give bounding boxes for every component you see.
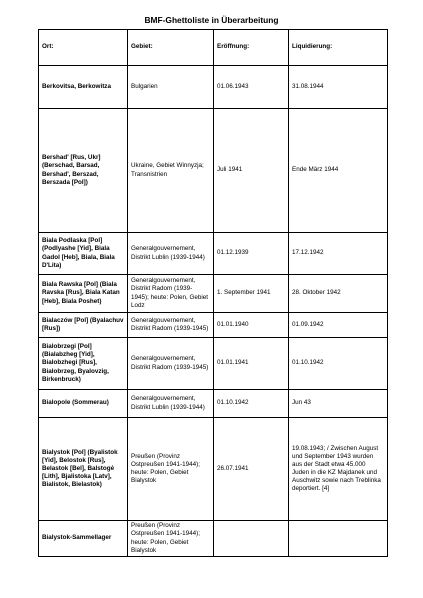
header-ort: Ort: — [39, 30, 128, 66]
eroeffnung-cell: 01.10.1942 — [214, 390, 289, 418]
gebiet-cell: Generalgouvernement, Distrikt Lublin (1939-1944) — [128, 390, 214, 418]
gebiet-cell: Generalgouvernement, Distrikt Radom (1939-1945) — [128, 338, 214, 390]
ort-cell: Bershad' [Rus, Ukr] (Berschad, Barsad, Bershad', Berszad, Berszada [Pol]) — [39, 109, 128, 233]
document-title: BMF-Ghettoliste in Überarbeitung — [144, 15, 279, 25]
liquidierung-cell — [289, 521, 388, 557]
gebiet-cell: Preußen (Provinz Ostpreußen 1941-1944); heute: Polen, Gebiet Bialystok — [128, 418, 214, 521]
liquidierung-cell: 19.08.1943; / Zwischen August und September 1943 wurden aus der Stadt etwa 45.000 Juden in die KZ Majdanek und Auschwitz sowie nach Treblinka deportiert. [4] — [289, 418, 388, 521]
gebiet-cell: Bulgarien — [128, 66, 214, 109]
table-row — [39, 418, 388, 521]
liquidierung-cell: 01.09.1942 — [289, 313, 388, 338]
ort-cell: Bialobrzegi [Pol] (Bialabzheg [Yid], Bialobzhegi [Rus], Bialobrzeg, Byalovzig, Birkenbruck) — [39, 338, 128, 390]
eroeffnung-cell — [214, 521, 289, 557]
ghetto-table — [38, 29, 388, 557]
eroeffnung-cell: 01.01.1940 — [214, 313, 289, 338]
table-row — [39, 66, 388, 109]
liquidierung-cell: Ende März 1944 — [289, 109, 388, 233]
header-liquidierung: Liquidierung: — [289, 30, 388, 66]
table-row — [39, 390, 388, 418]
table-row — [39, 313, 388, 338]
ort-cell: Bialaczów [Pol] (Byalachuv [Rus]) — [39, 313, 128, 338]
eroeffnung-cell: 1. September 1941 — [214, 275, 289, 313]
header-row — [39, 30, 388, 66]
liquidierung-cell: 28. Oktober 1942 — [289, 275, 388, 313]
header-gebiet: Gebiet: — [128, 30, 214, 66]
ort-cell: Berkovitsa, Berkowitza — [39, 66, 128, 109]
eroeffnung-cell: 01.01.1941 — [214, 338, 289, 390]
liquidierung-cell: 17.12.1942 — [289, 233, 388, 275]
liquidierung-cell: 01.10.1942 — [289, 338, 388, 390]
table-row — [39, 233, 388, 275]
gebiet-cell: Generalgouvernement, Distrikt Radom (1939-1945); heute: Polen, Gebiet Lodz — [128, 275, 214, 313]
table-row — [39, 275, 388, 313]
table-row — [39, 338, 388, 390]
table-row — [39, 521, 388, 557]
eroeffnung-cell: 26.07.1941 — [214, 418, 289, 521]
eroeffnung-cell: 01.12.1939 — [214, 233, 289, 275]
liquidierung-cell: 31.08.1944 — [289, 66, 388, 109]
ort-cell: Bialopole (Sommerau) — [39, 390, 128, 418]
liquidierung-cell: Jun 43 — [289, 390, 388, 418]
ort-cell: Biala Rawska [Pol] (Biala Ravska [Rus], Biala Katan [Heb], Biala Poshet) — [39, 275, 128, 313]
header-eroeffnung: Eröffnung: — [214, 30, 289, 66]
gebiet-cell: Preußen (Provinz Ostpreußen 1941-1944); heute: Polen, Gebiet Bialystok — [128, 521, 214, 557]
ort-cell: Bialystok [Pol] (Byalistok [Yid], Belostok [Rus], Belastok [Bel], Balstogė [Lith], Bjalistoka [Latv], Bialistok, Bielastok) — [39, 418, 128, 521]
table-row — [39, 109, 388, 233]
gebiet-cell: Ukraine, Gebiet Winnyzja; Transnistrien — [128, 109, 214, 233]
eroeffnung-cell: 01.06.1943 — [214, 66, 289, 109]
eroeffnung-cell: Juli 1941 — [214, 109, 289, 233]
gebiet-cell: Generalgouvernement, Distrikt Radom (1939-1945) — [128, 313, 214, 338]
ort-cell: Bialystok-Sammellager — [39, 521, 128, 557]
gebiet-cell: Generalgouvernement, Distrikt Lublin (1939-1944) — [128, 233, 214, 275]
ort-cell: Biala Podlaska [Pol] (Podlyashe [Yid], Biala Gadol [Heb], Biala, Biala D'Lita) — [39, 233, 128, 275]
